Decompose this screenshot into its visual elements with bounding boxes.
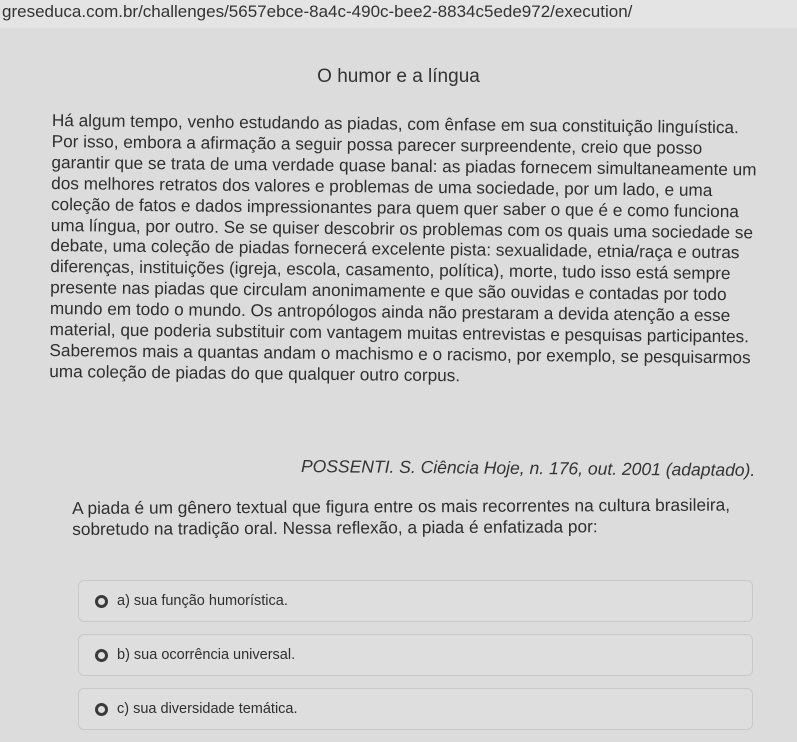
radio-icon[interactable] <box>95 703 108 716</box>
question-text: A piada é um gênero textual que figura entre os mais recorrentes na cultura brasileira, sobretudo na tradição oral. Nessa reflexão, a piada é enfatizada por: <box>72 494 731 539</box>
option-b[interactable] <box>78 634 753 676</box>
option-label: a) sua função humorística. <box>117 593 288 609</box>
option-label: b) sua ocorrência universal. <box>117 647 296 663</box>
passage-text: Há algum tempo, venho estudando as piadas, com ênfase em sua constituição linguística. Por isso, embora a afirmação a seguir possa parecer surpreendente, creio que posso garantir que se trata de uma verdade quase banal: as piadas fornecem simultaneamente um dos melhores retratos dos valores e problemas de uma sociedade, por um lado, e uma coleção de fatos e dados impressionantes para quem quer saber o que é e como funciona uma língua, por outro. Se se quiser descobrir os problemas com os quais uma sociedade se debate, uma coleção de piadas fornecerá excelente pista: sexualidade, etnia/raça e outras diferenças, instituições (igreja, escola, casamento, política), morte, tudo isso está sempre presente nas piadas que circulam anonimamente e que são ouvidas e contadas por todo mundo em todo o mundo. Os antropólogos ainda não prestaram a devida atenção a esse material, que poderia substituir com vantagem muitas entrevistas e pesquisas participantes. Saberemos mais a quantas andam o machismo e o racismo, por exemplo, se pesquisarmos uma coleção de piadas do que qualquer outro corpus. <box>49 110 757 386</box>
challenge-page <box>0 28 797 742</box>
answer-options <box>78 580 753 742</box>
option-a[interactable] <box>78 580 753 622</box>
passage-source: POSSENTI. S. Ciência Hoje, n. 176, out. 2001 (adaptado). <box>300 456 756 480</box>
option-c[interactable] <box>78 688 753 730</box>
url-text: greseduca.com.br/challenges/5657ebce-8a4c-490c-bee2-8834c5ede972/execution/ <box>2 2 633 21</box>
radio-icon[interactable] <box>95 649 108 662</box>
reading-passage <box>49 110 764 389</box>
page-title: O humor e a língua <box>317 66 480 87</box>
option-label: c) sua diversidade temática. <box>117 701 298 717</box>
radio-icon[interactable] <box>95 595 108 608</box>
address-bar[interactable] <box>0 0 797 28</box>
